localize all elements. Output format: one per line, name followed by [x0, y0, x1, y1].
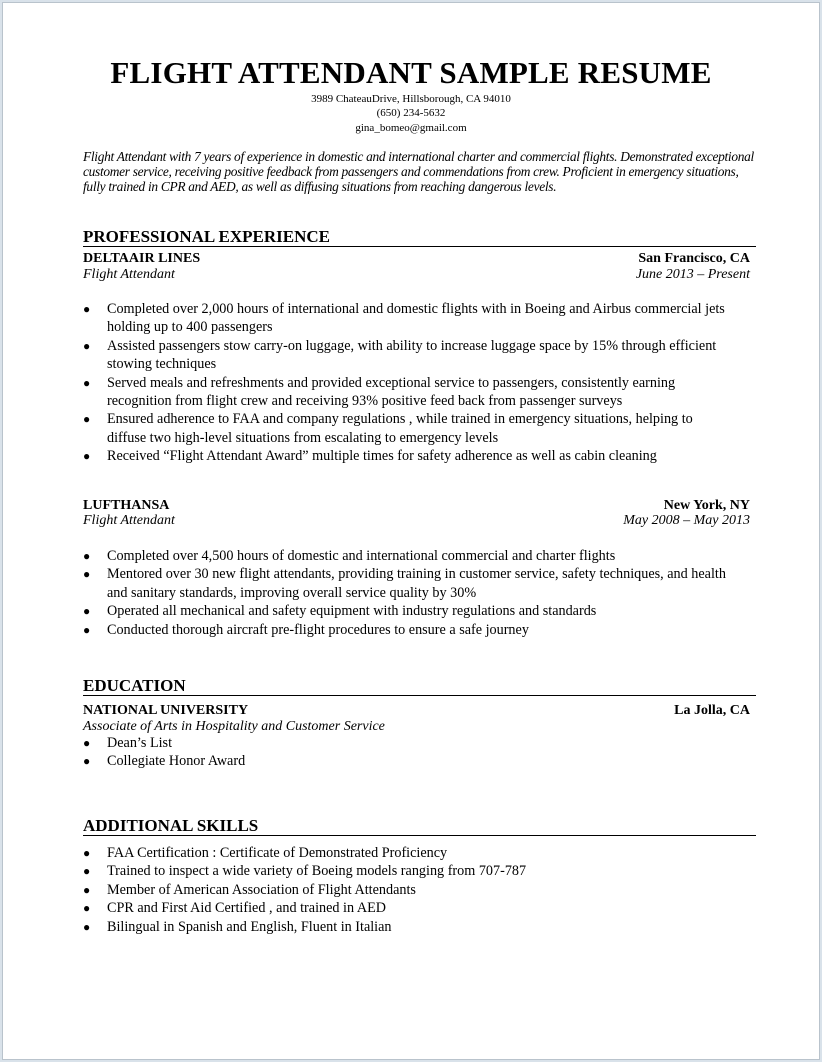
job-location: San Francisco, CA: [638, 251, 750, 266]
list-item: ● Mentored over 30 new flight attendants, providing training in customer service, safety techniques, and health and sanitary standards, improving overall service quality by 30%: [83, 566, 726, 601]
list-item: ● Completed over 4,500 hours of domestic and international commercial and charter flights: [83, 548, 616, 564]
section-heading-skills: ADDITIONAL SKILLS: [83, 816, 756, 836]
list-item: ● Conducted thorough aircraft pre-flight procedures to ensure a safe journey: [83, 621, 529, 638]
bullet-icon: ●: [83, 901, 91, 916]
job-role: Flight Attendant: [83, 267, 175, 282]
bullet-icon: ●: [83, 302, 91, 316]
bullet-icon: ●: [83, 375, 91, 390]
list-item: ● Trained to inspect a wide variety of Boeing models ranging from 707-787: [83, 863, 527, 880]
list-item: ● Collegiate Honor Award: [83, 753, 246, 770]
list-item: ● Received “Flight Attendant Award” multiple times for safety adherence as well as cabin cleaning: [83, 448, 657, 465]
school-location: La Jolla, CA: [674, 703, 750, 718]
skills-bullets: [83, 844, 733, 936]
list-item: ● Served meals and refreshments and provided exceptional service to passengers, consistently earning recognition from flight crew and receiving 93% positive feed back from passenger surveys: [83, 374, 676, 410]
job-role: Flight Attendant: [83, 513, 175, 528]
address: 3989 ChateauDrive, Hillsborough, CA 94010: [311, 93, 511, 105]
bullet-icon: ●: [83, 549, 91, 563]
bullet-icon: ●: [83, 919, 91, 934]
job-dates: June 2013 – Present: [635, 267, 750, 282]
bullet-icon: ●: [83, 882, 91, 897]
section-heading-education: EDUCATION: [83, 676, 756, 696]
job-bullets: [83, 547, 733, 639]
education-bullets: [83, 734, 733, 771]
bullet-icon: ●: [83, 736, 91, 750]
list-item: ● Member of American Association of Flight Attendants: [83, 881, 416, 898]
list-item: ● Bilingual in Spanish and English, Fluent in Italian: [83, 918, 392, 935]
section-heading-experience: PROFESSIONAL EXPERIENCE: [83, 227, 756, 247]
job-dates: May 2008 – May 2013: [623, 513, 750, 528]
list-item: ● FAA Certification : Certificate of Demonstrated Proficiency: [83, 845, 448, 861]
summary: Flight Attendant with 7 years of experience in domestic and international charter and commercial flights. Demonstrated exceptional customer service, receiving positive feedback from passengers and commendations from crew. Proficient in emergency situations, fully trained in CPR and AED, as well as diffusing situations from reaching dangerous levels.: [83, 149, 754, 194]
job-org: LUFTHANSA: [83, 498, 170, 513]
bullet-icon: ●: [83, 864, 91, 879]
list-item: ● CPR and First Aid Certified , and trained in AED: [83, 900, 386, 917]
list-item: ● Dean’s List: [83, 735, 173, 751]
bullet-icon: ●: [83, 567, 91, 582]
resume-title: FLIGHT ATTENDANT SAMPLE RESUME: [110, 55, 712, 90]
degree: Associate of Arts in Hospitality and Customer Service: [83, 719, 385, 734]
list-item: ● Ensured adherence to FAA and company regulations , while trained in emergency situations, helping to diffuse two high-level situations from escalating to emergency levels: [83, 411, 693, 446]
school-name: NATIONAL UNIVERSITY: [83, 703, 249, 718]
bullet-icon: ●: [83, 846, 91, 860]
list-item: ● Operated all mechanical and safety equipment with industry regulations and standards: [83, 603, 597, 620]
phone: (650) 234-5632: [376, 107, 446, 119]
job-bullets: [83, 300, 733, 466]
email: gina_bomeo@gmail.com: [355, 122, 467, 134]
bullet-icon: ●: [83, 412, 91, 427]
resume-page: [2, 2, 820, 1060]
bullet-icon: ●: [83, 754, 91, 769]
list-item: ● Assisted passengers stow carry-on luggage, with ability to increase luggage space by 15% through efficient stowing techniques: [83, 337, 717, 373]
job-org: DELTAAIR LINES: [83, 251, 201, 266]
bullet-icon: ●: [83, 338, 91, 353]
job-location: New York, NY: [663, 498, 750, 513]
list-item: ● Completed over 2,000 hours of international and domestic flights with in Boeing and Airbus commercial jets holding up to 400 passengers: [83, 301, 725, 336]
bullet-icon: ●: [83, 622, 91, 637]
bullet-icon: ●: [83, 449, 91, 464]
bullet-icon: ●: [83, 604, 91, 619]
